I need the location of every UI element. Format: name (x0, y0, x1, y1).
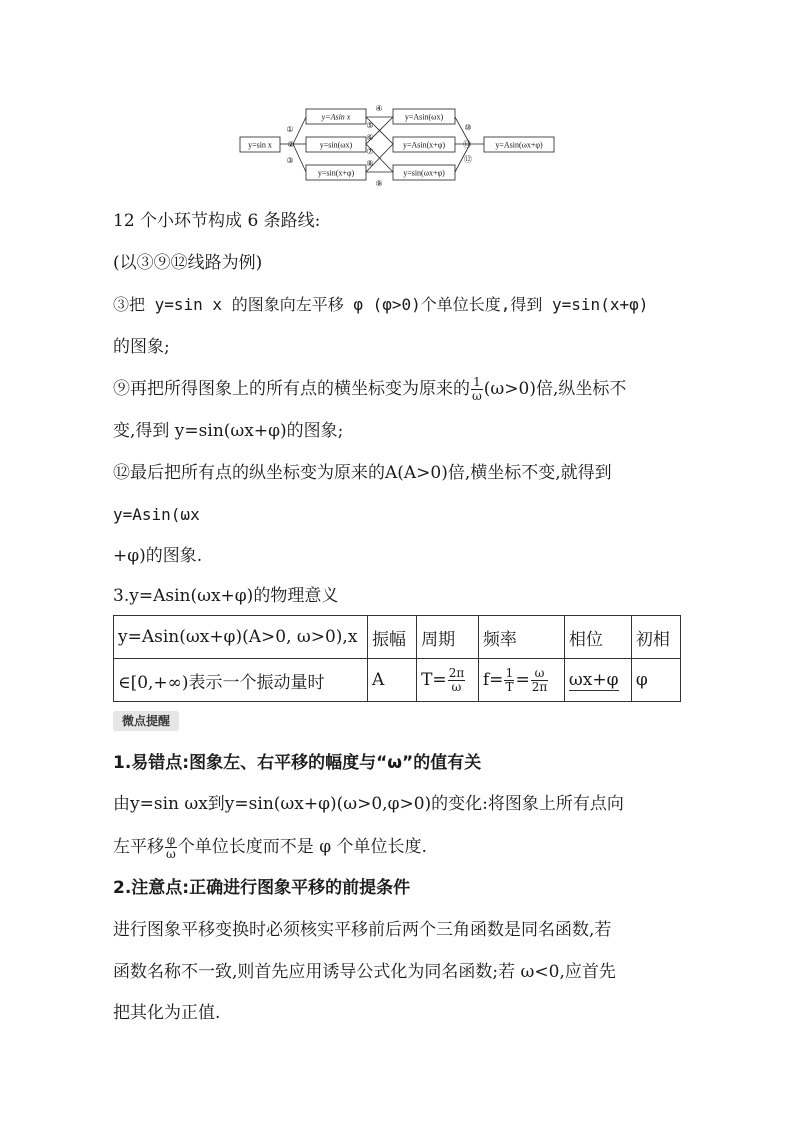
diagram-mid-left: y=sin(ωx) (319, 140, 353, 150)
value-period: T= $\frac{2\pi}{\omega}$ (417, 659, 479, 702)
table-row (114, 659, 681, 702)
step-label-7: ⑦ (366, 147, 374, 156)
step-9-text-a: ⑨再把所得图象上的所有点的横坐标变为原来的 (113, 379, 470, 399)
header-frequency: 频率 (478, 616, 564, 659)
value-amplitude: A (368, 659, 417, 702)
step-12-formula: y=Asin(ωx (113, 505, 200, 524)
table-intro-line2: ∈[0,+∞)表示一个振动量时 (114, 659, 368, 702)
diagram-final: y=Asin(ωx+φ) (495, 140, 543, 150)
step-label-12: ⑫ (464, 155, 472, 164)
phi-over-omega-fraction: $\frac{\varphi}{\omega}$ (166, 833, 176, 861)
tip-paragraph-1: 由y=sin ωx到y=sin(ωx+φ)(ω>0,φ>0)的变化:将图象上所有点向 (113, 794, 624, 814)
routes-summary: 12 个小环节构成 6 条路线: (113, 211, 321, 231)
step-9-text-b: (ω>0)倍,纵坐标不 (483, 379, 627, 399)
physical-meaning-table (113, 615, 681, 702)
diagram-top-right: y=Asin(ωx) (404, 112, 444, 122)
section-3-heading: 3.y=Asin(ωx+φ)的物理意义 (113, 586, 339, 606)
route-example: (以③⑨⑫线路为例) (113, 253, 263, 273)
step-label-4: ④ (375, 104, 383, 113)
step-12-text: ⑫最后把所有点的纵坐标变为原来的A(A>0)倍,横坐标不变,就得到 (113, 463, 612, 483)
tip-paragraph-2-end: 把其化为正值. (113, 1003, 221, 1023)
tip-heading-1: 1.易错点:图象左、右平移的幅度与“ω”的值有关 (113, 753, 482, 773)
step-9-text (113, 376, 626, 403)
table-intro-line1: y=Asin(ωx+φ)(A>0, ω>0),x (114, 616, 368, 659)
step-label-11: ⑪ (463, 140, 471, 149)
step-label-6: ⑥ (366, 133, 374, 142)
value-initial-phase: φ (631, 659, 680, 702)
transformation-diagram (238, 100, 558, 192)
tip-paragraph-2-cont: 函数名称不一致,则首先应用诱导公式化为同名函数;若 ω<0,应首先 (113, 962, 616, 982)
one-over-omega-fraction: $\frac{1}{\omega}$ (472, 375, 482, 403)
header-period: 周期 (417, 616, 479, 659)
step-label-10: ⑩ (464, 123, 472, 132)
tip-paragraph-2: 进行图象平移变换时必须核实平移前后两个三角函数是同名函数,若 (113, 920, 612, 940)
step-label-5: ⑤ (366, 121, 374, 130)
diagram-mid-right: y=Asin(x+φ) (402, 140, 446, 150)
value-frequency: f= $\frac{1}{T}$ = $\frac{\omega}{2\pi}$ (478, 659, 564, 702)
step-3-text: ③把 y=sin x 的图象向左平移 φ (φ>0)个单位长度,得到 y=sin(x+φ) (113, 295, 649, 314)
header-initial-phase: 初相 (631, 616, 680, 659)
diagram-bottom-right: y=sin(ωx+φ) (403, 168, 445, 178)
step-label-3: ③ (286, 156, 294, 165)
tip-badge: 微点提醒 (113, 711, 179, 731)
diagram-bottom-left: y=sin(x+φ) (317, 168, 355, 178)
step-9-text-cont: 变,得到 y=sin(ωx+φ)的图象; (113, 421, 344, 441)
tip-heading-2: 2.注意点:正确进行图象平移的前提条件 (113, 878, 411, 898)
table-row (114, 616, 681, 659)
value-phase: ωx+φ (564, 659, 631, 702)
header-phase: 相位 (564, 616, 631, 659)
diagram-start: y=sin x (248, 140, 272, 150)
step-label-1: ① (286, 125, 294, 134)
diagram-top: y=Asin x (321, 112, 351, 122)
step-3-text-cont: 的图象; (113, 337, 170, 357)
header-amplitude: 振幅 (368, 616, 417, 659)
step-label-2: ② (287, 140, 295, 149)
tip-paragraph-1-cont: 左平移 $\frac{\varphi}{\omega}$ 个单位长度而不是 φ 个单位长度. (113, 833, 427, 861)
step-12-text-cont: +φ)的图象. (113, 546, 203, 566)
step-label-8: ⑧ (366, 159, 374, 168)
step-label-9: ⑨ (375, 179, 383, 188)
